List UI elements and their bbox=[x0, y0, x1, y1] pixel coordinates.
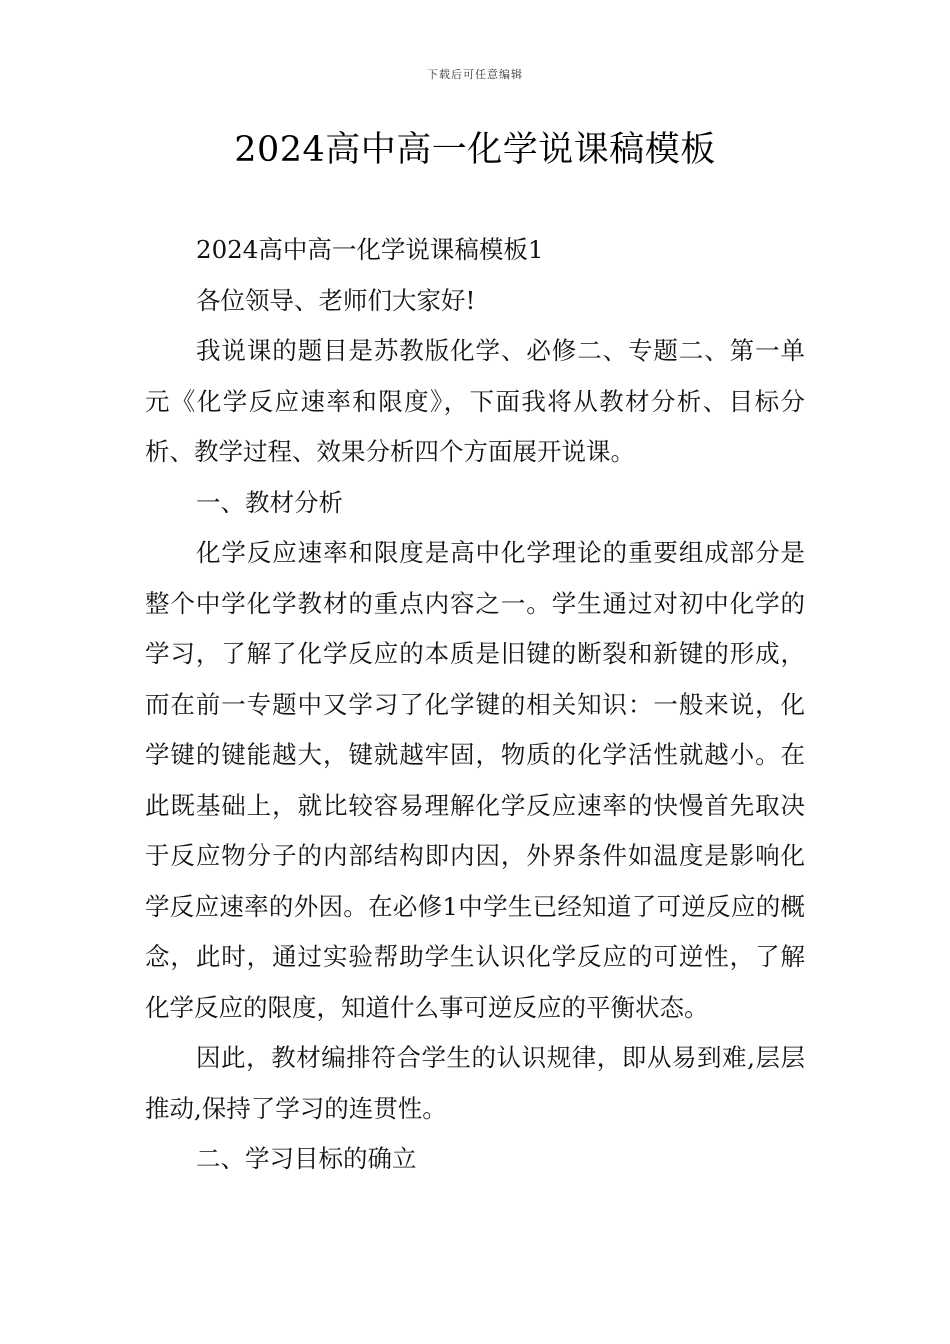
textbook-analysis-paragraph: 化学反应速率和限度是高中化学理论的重要组成部分是整个中学化学教材的重点内容之一。学生通过对初中化学的学习，了解了化学反应的本质是旧键的断裂和新键的形成，而在前一专题中又学习了化学键的相关知识：一般来说，化学键的键能越大，键就越牢固，物质的化学活性就越小。在此既基础上，就比较容易理解化学反应速率的快慢首先取决于反应物分子的内部结构即内因，外界条件如温度是影响化学反应速率的外因。在必修1中学生已经知道了可逆反应的概念，此时，通过实验帮助学生认识化学反应的可逆性，了解化学反应的限度，知道什么事可逆反应的平衡状态。 bbox=[145, 538, 805, 1022]
section-subtitle: 2024高中高一化学说课稿模板1 bbox=[196, 235, 544, 264]
section-heading-learning-goals: 二、学习目标的确立 bbox=[196, 1144, 417, 1173]
document-title: 2024高中高一化学说课稿模板 bbox=[234, 130, 716, 170]
section-heading-textbook-analysis: 一、教材分析 bbox=[196, 487, 343, 517]
greeting-paragraph: 各位领导、老师们大家好! bbox=[196, 285, 476, 315]
document-body bbox=[145, 225, 805, 1185]
conclusion-paragraph: 因此，教材编排符合学生的认识规律，即从易到难,层层推动,保持了学习的连贯性。 bbox=[145, 1043, 805, 1123]
header-note: 下载后可任意编辑 bbox=[427, 68, 523, 81]
intro-paragraph: 我说课的题目是苏教版化学、必修二、专题二、第一单元《化学反应速率和限度》，下面我将从教材分析、目标分析、教学过程、效果分析四个方面展开说课。 bbox=[145, 336, 805, 466]
